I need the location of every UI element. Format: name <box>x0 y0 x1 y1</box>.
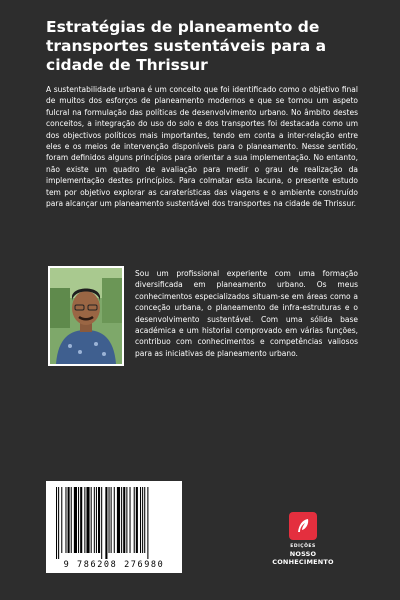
barcode-bar <box>74 487 77 553</box>
barcode-bar <box>101 487 102 559</box>
book-abstract: A sustentabilidade urbana é um conceito que foi identificado como o objetivo final de muitos dos esforços de planeamento modernos e que se tornou um aspeto fulcral na formulação das políticas de desenvolvimento urbano. No âmbito destes conceitos, a integração do uso do solo e dos transportes foi destacada como um dos objectivos políticos mais importantes, tendo em conta a inter-relação entre eles e os meios de intervenção disponíveis para o planeamento. Nesse sentido, foram definidos alguns princípios para orientar a sua implementação. No entanto, não existe um quadro de avaliação para medir o grau de realização da implementação destes princípios. Para colmatar esta lacuna, o presente estudo tem por objetivo explorar as caraterísticas das viagens e o ambiente construído para alcançar um planeamento sustentável dos transportes na cidade de Thrissur. <box>46 85 358 209</box>
barcode-bar <box>121 487 122 553</box>
barcode-bar <box>84 487 85 553</box>
barcode-bar <box>114 487 115 553</box>
barcode-bar <box>68 487 70 553</box>
barcode-bar <box>91 487 92 553</box>
barcode-bars <box>46 481 182 561</box>
isbn-barcode <box>46 481 182 573</box>
barcode-bar <box>109 487 110 553</box>
barcode-bar <box>136 487 138 553</box>
publisher-logo-block <box>258 512 348 566</box>
barcode-bar <box>147 487 148 559</box>
barcode-bar <box>134 487 135 553</box>
barcode-bar <box>86 487 89 553</box>
publisher-line1: EDIÇÕES <box>290 544 316 549</box>
barcode-bar <box>71 487 72 553</box>
barcode-bar <box>58 487 59 559</box>
barcode-bar <box>65 487 66 553</box>
barcode-bar <box>61 487 62 553</box>
quill-icon <box>289 512 317 540</box>
barcode-bar <box>80 487 82 553</box>
barcode-bar <box>130 487 131 553</box>
author-bio: Sou um profissional experiente com uma formação diversificada em planeamento urbano. Os meus conhecimentos especializados situam-se em áreas como a conceção urbana, o planeamento de infra-estruturas e o desenvolvimento sustentável. Com uma sólida base académica e um historial comprovado em várias funções, contribuo com conhecimentos e competências valiosos para as iniciativas de planeamento urbano. <box>135 269 358 358</box>
barcode-bar <box>111 487 112 553</box>
barcode-bar <box>78 487 79 553</box>
barcode-bar <box>144 487 145 553</box>
book-title: Estratégias de planeamento de transportes sustentáveis para a cidade de Thrissur <box>46 18 327 74</box>
barcode-bar <box>98 487 100 553</box>
barcode-bar <box>126 487 127 553</box>
barcode-bar <box>117 487 120 553</box>
publisher-line2: NOSSO CONHECIMENTO <box>272 550 334 566</box>
barcode-bar <box>123 487 125 553</box>
barcode-bar <box>94 487 95 553</box>
barcode-bar <box>56 487 57 559</box>
barcode-bar <box>142 487 143 553</box>
isbn-digits: 9 786208 276980 <box>63 560 165 570</box>
barcode-bar <box>96 487 97 553</box>
author-photo <box>48 266 124 366</box>
barcode-bar <box>105 487 107 559</box>
barcode-bar <box>140 487 141 553</box>
